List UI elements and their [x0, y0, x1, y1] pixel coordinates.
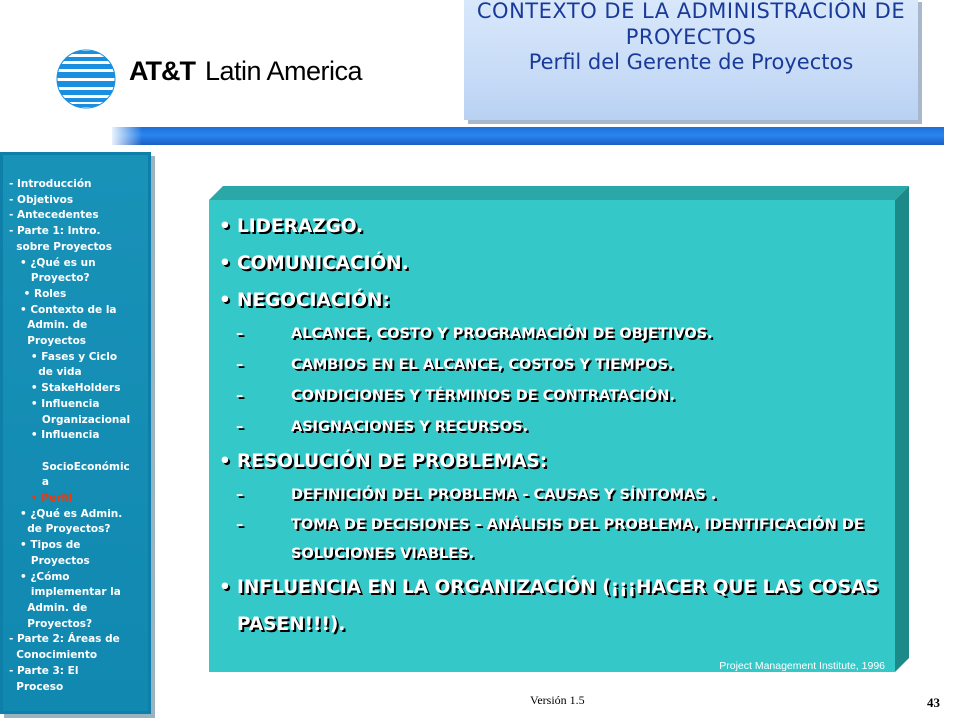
- sidebar-item[interactable]: Organizacional: [9, 413, 131, 426]
- dash-icon: –: [236, 388, 244, 404]
- bullet-text: DEFINICIÓN DEL PROBLEMA - CAUSAS Y SÍNTOMAS .: [291, 487, 717, 503]
- content-box-top-bevel: [209, 186, 909, 200]
- sidebar-item[interactable]: SocioEconómic: [9, 460, 130, 473]
- logo-region: Latin America: [204, 56, 363, 86]
- sub-bullet-item: [219, 350, 889, 381]
- sidebar-item[interactable]: - Parte 3: El: [9, 664, 79, 677]
- sidebar-item[interactable]: • StakeHolders: [9, 382, 121, 395]
- dash-icon: –: [236, 487, 244, 503]
- page-title: CONTEXTO DE LA ADMINISTRACIÓN DE PROYECTOS: [476, 0, 906, 49]
- version-label: Versión 1.5: [530, 693, 585, 707]
- content-box: [209, 200, 895, 672]
- sidebar-item[interactable]: - Introducción: [9, 178, 92, 190]
- sidebar-item[interactable]: Proyectos?: [9, 617, 93, 630]
- sidebar-item[interactable]: implementar la: [9, 586, 121, 599]
- sidebar-item[interactable]: Admin. de: [9, 601, 88, 614]
- bullet-text: NEGOCIACIÓN:: [237, 290, 390, 311]
- bullet-text: CONDICIONES Y TÉRMINOS DE CONTRATACIÓN.: [291, 388, 675, 404]
- globe-icon: [55, 48, 117, 110]
- header-bar: [112, 127, 944, 145]
- sidebar-item[interactable]: • Influencia: [9, 397, 100, 410]
- bullet-icon: •: [219, 216, 231, 237]
- bullet-icon: •: [219, 290, 231, 311]
- bullet-list: [219, 208, 889, 643]
- bullet-icon: •: [219, 253, 231, 274]
- bullet-item: [219, 282, 889, 319]
- source-citation: Project Management Institute, 1996: [719, 660, 885, 672]
- sub-bullet-item: [219, 319, 889, 350]
- page-number: 43: [927, 695, 940, 710]
- sub-bullet-item: [219, 511, 889, 569]
- bullet-text: RESOLUCIÓN DE PROBLEMAS:: [237, 451, 548, 472]
- logo-brand: AT&T: [129, 56, 195, 86]
- sidebar-item[interactable]: • Influencia: [9, 429, 100, 442]
- bullet-text: CAMBIOS EN EL ALCANCE, COSTOS Y TIEMPOS.: [291, 357, 674, 373]
- att-logo: [55, 48, 363, 108]
- sidebar-item[interactable]: Admin. de: [9, 319, 88, 332]
- sidebar-item[interactable]: de vida: [9, 366, 82, 379]
- bullet-text: INFLUENCIA EN LA ORGANIZACIÓN (¡¡¡HACER QUE LAS COSAS PASEN!!!).: [237, 577, 879, 635]
- bullet-item: [219, 443, 889, 480]
- header-bar-highlight: [112, 127, 142, 145]
- sidebar-item[interactable]: a: [9, 476, 49, 489]
- sidebar-item[interactable]: - Parte 2: Áreas de: [9, 633, 120, 646]
- sidebar-item[interactable]: Proyectos: [9, 335, 87, 348]
- dash-icon: –: [236, 326, 244, 342]
- sidebar-item[interactable]: - Antecedentes: [9, 209, 99, 222]
- dash-icon: –: [236, 517, 244, 533]
- dash-icon: –: [236, 419, 244, 435]
- sidebar-item[interactable]: [9, 444, 147, 460]
- sidebar-item[interactable]: Conocimiento: [9, 649, 98, 662]
- bullet-item: [219, 569, 889, 643]
- page-subtitle: Perfil del Gerente de Proyectos: [528, 50, 854, 74]
- bullet-item: [219, 245, 889, 282]
- bullet-icon: •: [219, 577, 231, 598]
- sidebar-item[interactable]: - Parte 1: Intro.: [9, 225, 101, 238]
- bullet-text: TOMA DE DECISIONES – ANÁLISIS DEL PROBLEMA, IDENTIFICACIÓN DE SOLUCIONES VIABLES.: [291, 517, 864, 562]
- sidebar-item[interactable]: Proyectos: [9, 554, 90, 567]
- sidebar-item[interactable]: • Tipos de: [9, 539, 81, 552]
- sidebar-item[interactable]: • ¿Cómo: [9, 570, 70, 583]
- sidebar-item[interactable]: • ¿Qué es Admin.: [9, 507, 123, 520]
- sub-bullet-item: [219, 381, 889, 412]
- bullet-text: LIDERAZGO.: [237, 216, 364, 237]
- bullet-text: ASIGNACIONES Y RECURSOS.: [291, 419, 529, 435]
- sidebar-item[interactable]: Proyecto?: [9, 272, 90, 285]
- dash-icon: –: [236, 357, 244, 373]
- sidebar-item[interactable]: • Contexto de la: [9, 303, 117, 316]
- bullet-text: ALCANCE, COSTO Y PROGRAMACIÓN DE OBJETIVOS.: [291, 326, 713, 342]
- sub-bullet-item: [219, 480, 889, 511]
- sidebar-item[interactable]: sobre Proyectos: [9, 240, 113, 253]
- sidebar-item[interactable]: • Perfil: [9, 492, 73, 505]
- bullet-item: [219, 208, 889, 245]
- sidebar-nav: [9, 177, 147, 695]
- sidebar-item[interactable]: • Fases y Ciclo: [9, 350, 118, 363]
- bullet-icon: •: [219, 451, 231, 472]
- sidebar-item[interactable]: • ¿Qué es un: [9, 256, 96, 269]
- sidebar-item[interactable]: Proceso: [9, 680, 64, 693]
- content-box-side-bevel: [895, 186, 909, 672]
- bullet-text: COMUNICACIÓN.: [237, 253, 409, 274]
- sidebar-panel: [3, 155, 148, 711]
- sidebar-item[interactable]: - Objetivos: [9, 193, 74, 206]
- sidebar: [0, 152, 151, 714]
- sidebar-item[interactable]: de Proyectos?: [9, 523, 111, 536]
- sub-bullet-item: [219, 412, 889, 443]
- sidebar-item[interactable]: • Roles: [9, 287, 67, 300]
- logo-text: [129, 56, 362, 87]
- title-box: [464, 0, 918, 120]
